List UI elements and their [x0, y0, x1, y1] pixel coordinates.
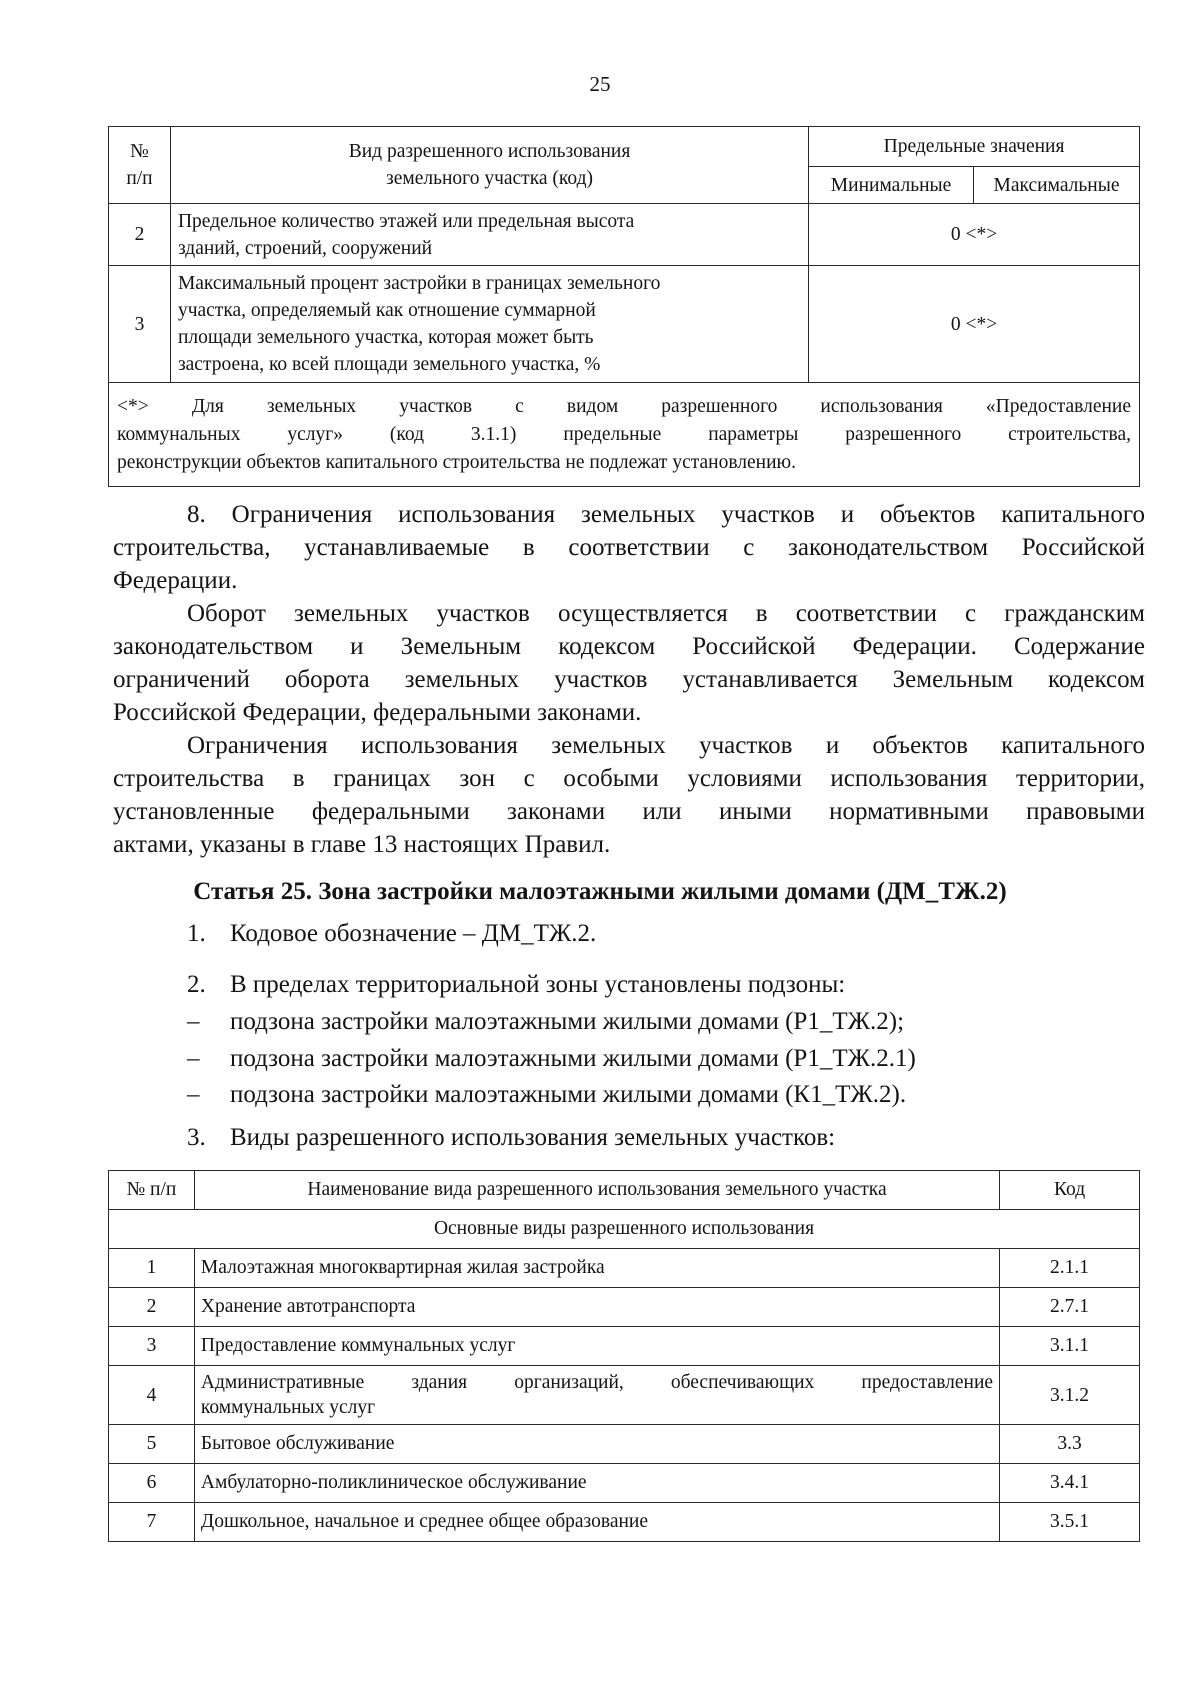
row-description-line: Максимальный процент застройки в границах земельного [177, 273, 661, 294]
table-row [109, 1288, 1140, 1327]
list-text: Виды разрешенного использования земельных участков: [230, 1124, 836, 1151]
row-description-line: Предельное количество этажей или предельная высота [177, 210, 635, 232]
paragraph-line: актами, указаны в главе 13 настоящих Правил. [113, 831, 611, 858]
note-line: коммунальных услуг» (код 3.1.1) предельные параметры разрешенного строительства, [117, 423, 1131, 445]
section-title: Основные виды разрешенного использования [109, 1210, 1140, 1249]
paragraph-line: законодательством и Земельным кодексом Российской Федерации. Содержание [113, 633, 1145, 660]
list-text: В пределах территориальной зоны установлены подзоны: [230, 971, 846, 998]
header-type-line: земельного участка (код) [386, 168, 593, 189]
table-row [109, 1327, 1140, 1366]
row-num: 3 [109, 266, 171, 383]
paragraph-zones [113, 729, 1145, 861]
row-name: Бытовое обслуживание [194, 1425, 999, 1464]
list-text: Кодовое обозначение – ДМ_ТЖ.2. [230, 920, 597, 947]
row-code: 3.1.2 [1000, 1366, 1140, 1425]
paragraph-line: Российской Федерации, федеральными законами. [113, 699, 642, 726]
article-heading: Статья 25. Зона застройки малоэтажными жилыми домами (ДМ_ТЖ.2) [193, 878, 1007, 905]
row-code: 3.5.1 [1000, 1503, 1140, 1542]
paragraph-line: строительства в границах зон с особыми условиями использования территории, [113, 765, 1145, 792]
header-min-cell: Минимальные [809, 167, 974, 204]
row-name-line: коммунальных услуг [200, 1397, 376, 1418]
table-row [109, 1366, 1140, 1425]
table-row [109, 1249, 1140, 1288]
limits-table [108, 126, 1140, 487]
row-num: 6 [109, 1464, 195, 1503]
header-num-cell [109, 127, 171, 204]
row-code: 3.1.1 [1000, 1327, 1140, 1366]
header-code-cell: Код [1000, 1171, 1140, 1210]
paragraph-line: Федерации. [113, 567, 238, 594]
row-description [170, 204, 808, 266]
row-value: 0 <*> [809, 266, 1140, 383]
list-text: подзона застройки малоэтажными жилыми домами (К1_ТЖ.2). [230, 1081, 907, 1108]
list-text: подзона застройки малоэтажными жилыми домами (Р1_ТЖ.2.1) [230, 1045, 916, 1072]
row-code: 3.4.1 [1000, 1464, 1140, 1503]
row-description-line: застроена, ко всей площади земельного участка, % [177, 354, 601, 375]
row-description-line: площади земельного участка, которая может быть [177, 327, 594, 348]
row-name: Хранение автотранспорта [194, 1288, 999, 1327]
row-num: 1 [109, 1249, 195, 1288]
row-name: Амбулаторно-поликлиническое обслуживание [194, 1464, 999, 1503]
permitted-uses-table [108, 1170, 1140, 1542]
paragraph-line: 8. Ограничения использования земельных участков и объектов капитального [187, 501, 1145, 528]
header-max-cell: Максимальные [974, 167, 1140, 204]
dash-marker: – [187, 1081, 200, 1108]
table-row [109, 1503, 1140, 1542]
table-row [109, 1425, 1140, 1464]
header-type-line: Вид разрешенного использования [348, 141, 631, 162]
section-row [109, 1210, 1140, 1249]
row-value: 0 <*> [809, 204, 1140, 266]
header-name-cell: Наименование вида разрешенного использования земельного участка [194, 1171, 999, 1210]
row-num: 2 [109, 204, 171, 266]
paragraph-line: ограничений оборота земельных участков устанавливается Земельным кодексом [113, 666, 1145, 693]
header-num-cell: № п/п [109, 1171, 195, 1210]
row-description-line: зданий, строений, сооружений [177, 237, 433, 259]
body-paragraphs [113, 498, 1145, 861]
row-num: 4 [109, 1366, 195, 1425]
row-name: Малоэтажная многоквартирная жилая застройка [194, 1249, 999, 1288]
paragraph-turnover [113, 597, 1145, 729]
row-code: 2.7.1 [1000, 1288, 1140, 1327]
table-header-row [109, 1171, 1140, 1210]
list-marker: 1. [187, 920, 206, 947]
paragraph-line: Ограничения использования земельных участков и объектов капитального [187, 732, 1145, 759]
paragraph-line: установленные федеральными законами или иными нормативными правовыми [113, 798, 1145, 825]
page-number: 25 [589, 72, 611, 96]
row-name [194, 1366, 999, 1425]
row-code: 3.3 [1000, 1425, 1140, 1464]
header-num-line: п/п [126, 168, 153, 189]
table-header-row [109, 127, 1140, 167]
list-marker: 3. [187, 1124, 206, 1151]
table-note-row [109, 383, 1140, 487]
header-limits-cell: Предельные значения [809, 127, 1140, 167]
header-type-cell [170, 127, 808, 204]
paragraph-line: строительства, устанавливаемые в соответствии с законодательством Российской [113, 534, 1145, 561]
table-row [109, 266, 1140, 383]
table-note [109, 383, 1140, 487]
row-num: 5 [109, 1425, 195, 1464]
dash-marker: – [187, 1008, 200, 1035]
row-name: Дошкольное, начальное и среднее общее образование [194, 1503, 999, 1542]
dash-marker: – [187, 1045, 200, 1072]
row-num: 3 [109, 1327, 195, 1366]
table-row [109, 1464, 1140, 1503]
list-marker: 2. [187, 971, 206, 998]
paragraph-line: Оборот земельных участков осуществляется в соответствии с гражданским [187, 600, 1145, 627]
paragraph-restrictions [113, 498, 1145, 597]
row-code: 2.1.1 [1000, 1249, 1140, 1288]
row-name: Предоставление коммунальных услуг [194, 1327, 999, 1366]
row-num: 2 [109, 1288, 195, 1327]
row-num: 7 [109, 1503, 195, 1542]
header-num-line: № [130, 141, 149, 162]
note-line: реконструкции объектов капитального строительства не подлежат установлению. [117, 451, 796, 473]
row-name-line: Административные здания организаций, обеспечивающих предоставление [200, 1372, 994, 1393]
row-description [170, 266, 808, 383]
list-text: подзона застройки малоэтажными жилыми домами (Р1_ТЖ.2); [230, 1008, 905, 1035]
note-line: <*> Для земельных участков с видом разрешенного использования «Предоставление [117, 395, 1131, 417]
row-description-line: участка, определяемый как отношение суммарной [177, 300, 596, 321]
table-row [109, 204, 1140, 266]
